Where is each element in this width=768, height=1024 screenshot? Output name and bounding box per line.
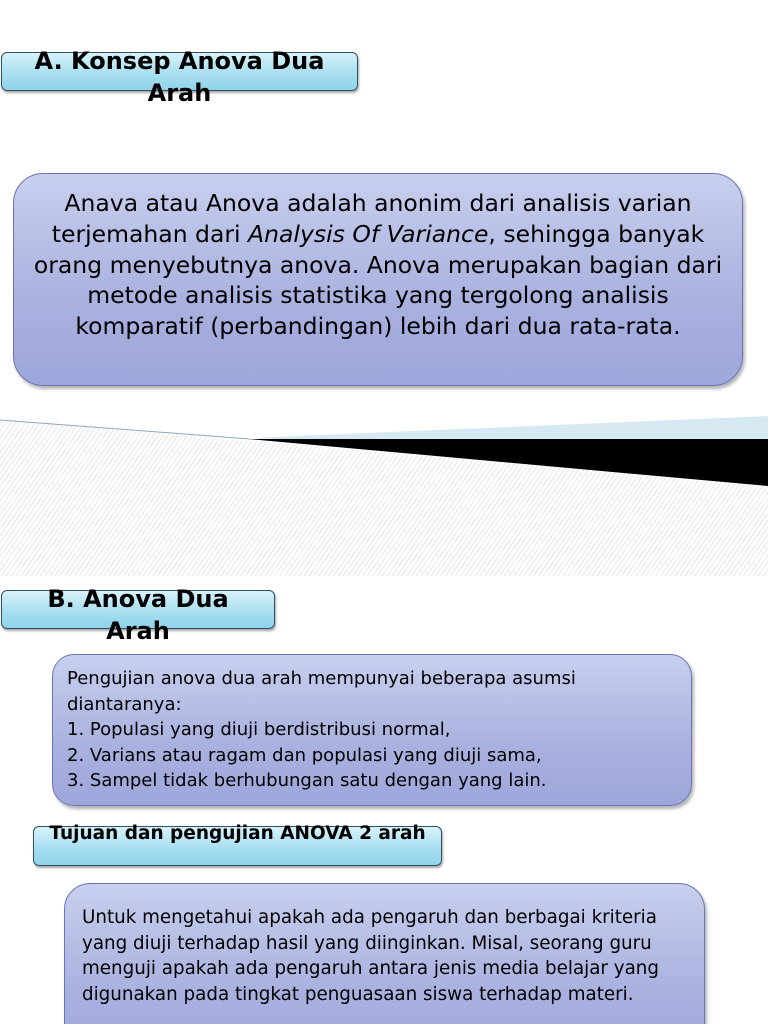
decorative-divider-band	[0, 410, 768, 580]
divider-light-stripe	[250, 416, 768, 440]
purpose-heading	[33, 823, 442, 866]
list-item: 2. Varians atau ragam dan populasi yang diuji sama,	[67, 744, 542, 766]
section-b-heading-text: B. Anova Dua Arah	[47, 585, 229, 645]
section-a-heading-text: A. Konsep Anova Dua Arah	[34, 47, 325, 107]
list-item: 1. Populasi yang diuji berdistribusi normal,	[67, 719, 451, 740]
list-item: 3. Sampel tidak berhubungan satu dengan yang lain.	[67, 770, 547, 791]
section-b-content-box	[52, 654, 692, 806]
section-a-text-start: Anava atau Anova adalah anonim dari analisis varian terjemahan dari	[51, 189, 692, 248]
section-b-paragraph	[67, 666, 679, 794]
section-b-intro: Pengujian anova dua arah mempunyai beberapa asumsi diantaranya:	[67, 668, 576, 715]
section-a-text-end: , sehingga banyak orang menyebutnya anova. Anova merupakan bagian dari metode analisis statistika yang tergolong analisis komparatif (perbandingan) lebih dari dua rata-rata.	[33, 219, 723, 341]
purpose-paragraph: Untuk mengetahui apakah ada pengaruh dan berbagai kriteria yang diuji terhadap hasil yang diinginkan. Misal, seorang guru menguji apakah ada pengaruh antara jenis media belajar yang digunakan pada tingkat penguasaan siswa terhadap materi.	[82, 907, 659, 1006]
purpose-heading-text: Tujuan dan pengujian ANOVA 2 arah	[49, 823, 426, 844]
section-a-paragraph	[28, 188, 728, 342]
section-b-heading	[1, 585, 275, 645]
section-a-content-box	[13, 173, 743, 386]
purpose-content-box	[64, 883, 705, 1024]
section-a-text-italic: Analysis Of Variance	[248, 219, 489, 248]
section-a-heading	[1, 47, 358, 107]
